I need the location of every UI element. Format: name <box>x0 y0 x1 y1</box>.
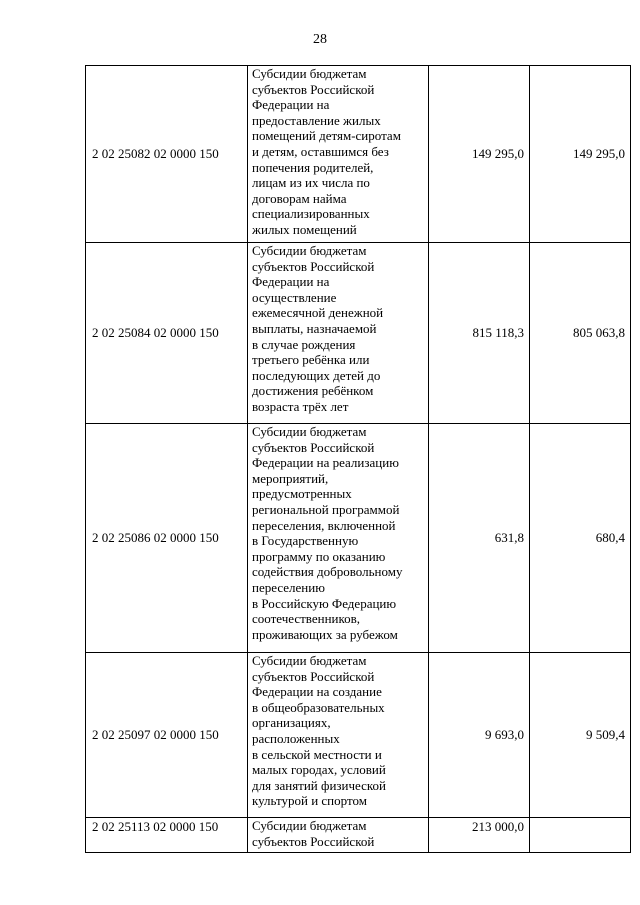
description-line: в Российскую Федерацию <box>252 595 397 611</box>
description-line: последующих детей до <box>252 367 381 383</box>
amount-cell-year1: 9 693,0 <box>429 653 530 818</box>
description-line: в Государственную <box>252 533 359 549</box>
description-line: организациях, <box>252 715 331 731</box>
table-body <box>86 66 631 853</box>
description-line: третьего ребёнка или <box>252 352 370 368</box>
description-line: содействия добровольному <box>252 564 403 580</box>
description-line: Федерации на создание <box>252 684 382 700</box>
description-line: жилых помещений <box>252 221 357 237</box>
description-cell <box>248 424 429 653</box>
description-line: предоставление жилых <box>252 112 381 128</box>
description-line: Субсидии бюджетам <box>252 424 367 439</box>
amount-cell-year2: 805 063,8 <box>530 243 631 424</box>
budget-code-cell: 2 02 25082 02 0000 150 <box>86 66 248 243</box>
budget-code-cell: 2 02 25084 02 0000 150 <box>86 243 248 424</box>
amount-cell-year2: 680,4 <box>530 424 631 653</box>
description-line: субъектов Российской <box>252 439 375 455</box>
description-line: в общеобразовательных <box>252 699 385 715</box>
description-line: культурой и спортом <box>252 793 367 809</box>
description-line: Федерации на <box>252 97 330 113</box>
description-line: и детям, оставшимся без <box>252 143 389 159</box>
description-line: в сельской местности и <box>252 746 382 762</box>
description-line: достижения ребёнком <box>252 383 374 399</box>
description-cell <box>248 66 429 243</box>
description-cell <box>248 243 429 424</box>
table-row <box>86 243 631 424</box>
budget-code-cell: 2 02 25113 02 0000 150 <box>86 818 248 853</box>
amount-cell-year1: 631,8 <box>429 424 530 653</box>
description-line: субъектов Российской <box>252 668 375 684</box>
amount-cell-year2: 149 295,0 <box>530 66 631 243</box>
description-line: выплаты, назначаемой <box>252 320 377 336</box>
description-line: Субсидии бюджетам <box>252 653 367 668</box>
description-line: осуществление <box>252 289 337 305</box>
description-line: проживающих за рубежом <box>252 626 398 642</box>
description-line: в случае рождения <box>252 336 356 352</box>
description-line: помещений детям-сиротам <box>252 128 401 144</box>
description-line: расположенных <box>252 730 340 746</box>
amount-cell-year1: 149 295,0 <box>429 66 530 243</box>
description-line: соотечественников, <box>252 611 361 627</box>
description-line: Субсидии бюджетам <box>252 66 367 81</box>
description-line: специализированных <box>252 206 370 222</box>
amount-cell-year2 <box>530 818 631 853</box>
description-line: возраста трёх лет <box>252 398 349 414</box>
description-line: субъектов Российской <box>252 81 375 97</box>
budget-code-cell: 2 02 25086 02 0000 150 <box>86 424 248 653</box>
table-row <box>86 653 631 818</box>
amount-cell-year2: 9 509,4 <box>530 653 631 818</box>
description-line: лицам из их числа по <box>252 175 370 191</box>
table-row <box>86 424 631 653</box>
description-line: предусмотренных <box>252 486 352 502</box>
description-line: мероприятий, <box>252 470 329 486</box>
budget-code-cell: 2 02 25097 02 0000 150 <box>86 653 248 818</box>
description-line: Субсидии бюджетам <box>252 243 367 258</box>
page-number: 28 <box>313 32 327 47</box>
description-line: субъектов Российской <box>252 258 375 274</box>
description-line: переселению <box>252 579 325 595</box>
description-line: переселения, включенной <box>252 517 396 533</box>
description-line: попечения родителей, <box>252 159 374 175</box>
description-cell <box>248 818 429 853</box>
description-line: ежемесячной денежной <box>252 305 384 321</box>
description-line: малых городах, условий <box>252 762 386 778</box>
amount-cell-year1: 815 118,3 <box>429 243 530 424</box>
description-line: программу по оказанию <box>252 548 386 564</box>
amount-cell-year1: 213 000,0 <box>429 818 530 853</box>
table-row <box>86 66 631 243</box>
description-cell <box>248 653 429 818</box>
description-line: Федерации на реализацию <box>252 455 399 471</box>
description-line: для занятий физической <box>252 777 387 793</box>
description-line: региональной программой <box>252 501 400 517</box>
description-line: субъектов Российской <box>252 833 375 849</box>
description-line: Федерации на <box>252 274 330 290</box>
budget-table <box>85 65 631 853</box>
description-line: Субсидии бюджетам <box>252 818 367 833</box>
description-line: договорам найма <box>252 190 347 206</box>
table-row <box>86 818 631 853</box>
